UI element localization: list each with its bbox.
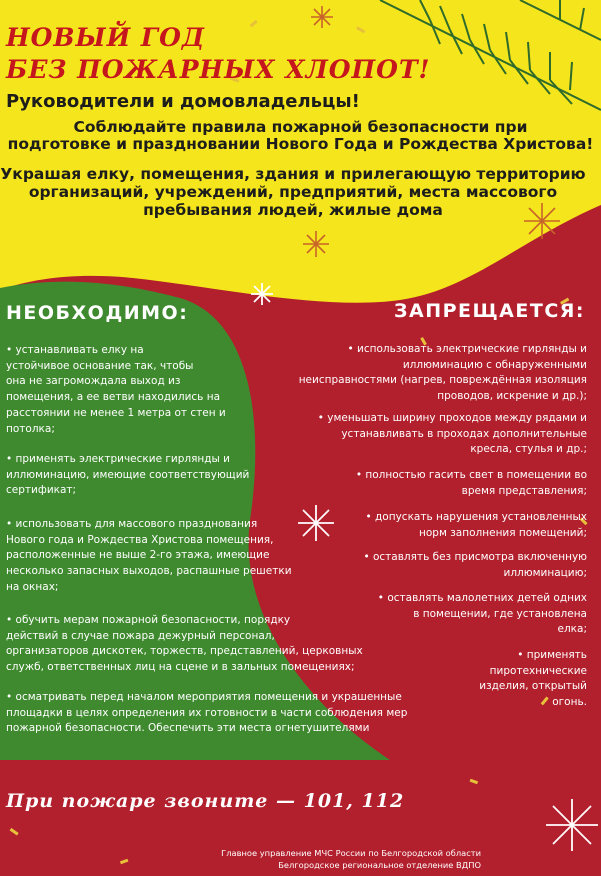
right-item-6-line: • оставлять малолетних детей одних <box>377 592 587 604</box>
left-item-1-line: устойчивое основание так, чтобы <box>6 359 194 372</box>
intro-line-1: Соблюдайте правила пожарной безопасности при <box>73 118 528 136</box>
decor-text <box>0 165 586 219</box>
left-item-1-line: помещения, а ее ветви находились на <box>6 391 220 404</box>
right-item-2-line: устанавливать в проходах дополнительные <box>341 427 587 440</box>
decor-line-1: Украшая елку, помещения, здания и прилегающую территорию <box>0 165 586 183</box>
right-item-4-line: • допускать нарушения установленных <box>365 511 587 523</box>
right-item-3 <box>356 468 587 499</box>
left-item-1-line: потолка; <box>6 422 55 435</box>
left-item-3 <box>6 517 292 596</box>
right-item-5-line: • оставлять без присмотра включенную <box>363 551 587 563</box>
footer-line-1: Главное управление МЧС России по Белгородской области <box>221 848 481 858</box>
title-line-2: БЕЗ ПОЖАРНЫХ ХЛОПОТ! <box>6 55 431 84</box>
right-item-2-line: кресла, стулья и др.; <box>470 443 587 455</box>
left-item-1-line: расстоянии не менее 1 метра от стен и <box>6 406 226 419</box>
left-item-5 <box>6 690 407 737</box>
left-item-1-line: • устанавливать елку на <box>6 344 144 356</box>
right-item-7-line: огонь. <box>552 695 587 708</box>
right-item-3-line: • полностью гасить свет в помещении во <box>355 469 587 481</box>
footer-line-2: Белгородское региональное отделение ВДПО <box>278 860 481 870</box>
left-item-4-line: действий в случае пожара дежурный персонал, <box>6 629 275 642</box>
right-item-2 <box>318 411 587 458</box>
right-item-5 <box>363 550 587 581</box>
title-line-1: НОВЫЙ ГОД <box>6 23 206 52</box>
left-item-5-line: пожарной безопасности. Обеспечить эти места огнетушителями <box>6 722 370 735</box>
left-item-3-line: расположенные не выше 2-го этажа, имеющие <box>6 549 270 562</box>
left-item-4-line: организаторов дискотек, торжеств, представлений, церковных <box>6 645 363 658</box>
left-item-4-line: служб, ответственных лиц на сцене и в зальных помещениях; <box>6 661 355 674</box>
left-item-3-line: на окнах; <box>6 580 59 593</box>
right-item-4-line: норм заполнения помещений; <box>419 526 587 539</box>
right-item-1 <box>299 342 587 404</box>
intro-text <box>0 119 601 153</box>
decor-line-2: организаций, учреждений, предприятий, места массового <box>28 183 558 201</box>
right-item-4 <box>366 510 588 541</box>
left-item-2-line: иллюминацию, имеющие соответствующий <box>6 468 250 481</box>
right-item-7 <box>479 648 587 710</box>
right-item-1-line: неисправностями (нагрев, повреждённая изоляция <box>298 374 587 386</box>
left-item-4-line: • обучить мерам пожарной безопасности, порядку <box>6 614 291 626</box>
left-item-3-line: несколько запасных выходов, распашные решетки <box>6 565 292 578</box>
right-item-1-line: • использовать электрические гирлянды и <box>347 343 587 355</box>
right-item-7-line: • применять <box>517 649 587 661</box>
intro-line-2: подготовке и праздновании Нового Года и Рождества Христова! <box>7 135 594 153</box>
right-item-5-line: иллюминацию; <box>503 566 587 579</box>
left-item-3-line: • использовать для массового празднования <box>6 518 258 530</box>
footer <box>221 847 481 871</box>
right-item-6 <box>378 591 587 638</box>
right-item-1-line: иллюминацию с обнаруженными <box>402 358 587 371</box>
left-item-3-line: Нового года и Рождества Христова помещения, <box>6 533 274 546</box>
right-item-3-line: время представления; <box>461 484 587 497</box>
right-heading: ЗАПРЕЩАЕТСЯ: <box>393 300 585 322</box>
left-heading: НЕОБХОДИМО: <box>6 302 189 324</box>
right-item-1-line: проводов, искрение и др.); <box>437 389 587 402</box>
left-item-2 <box>6 452 249 499</box>
emergency-phone: При пожаре звоните — 101, 112 <box>6 790 405 812</box>
left-item-2-line: сертификат; <box>6 484 77 497</box>
right-item-7-line: изделия, открытый <box>479 680 587 692</box>
left-item-2-line: • применять электрические гирлянды и <box>6 453 230 465</box>
left-item-4 <box>6 613 363 676</box>
right-item-6-line: в помещении, где установлена <box>413 607 587 620</box>
subtitle: Руководители и домовладельцы! <box>6 91 360 112</box>
left-item-1 <box>6 343 226 437</box>
left-item-5-line: площадки в целях определения их готовности в части соблюдения мер <box>6 706 408 719</box>
decor-line-3: пребывания людей, жилые дома <box>143 201 443 219</box>
left-item-1-line: она не загромождала выход из <box>6 375 181 388</box>
right-item-2-line: • уменьшать ширину проходов между рядами и <box>317 412 587 424</box>
right-item-6-line: елка; <box>557 623 587 635</box>
left-item-5-line: • осматривать перед началом мероприятия помещения и украшенные <box>6 691 402 703</box>
right-item-7-line: пиротехнические <box>489 664 587 677</box>
